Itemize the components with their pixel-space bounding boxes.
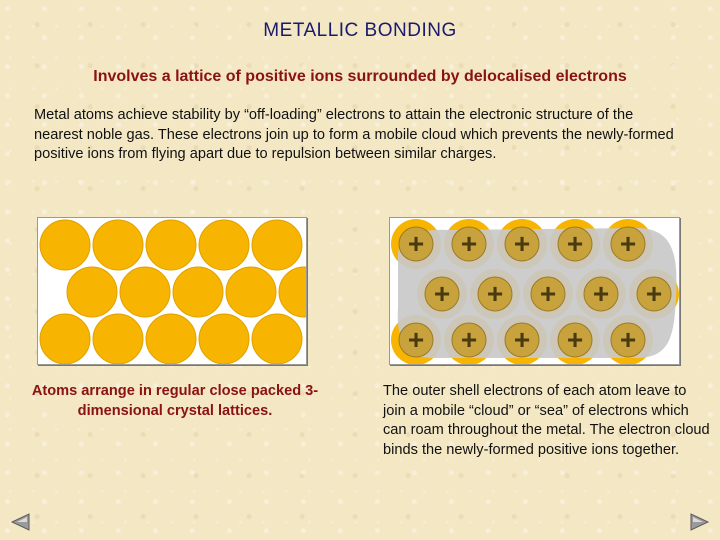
positive-ion bbox=[452, 323, 486, 357]
ion-plus-sign: + bbox=[619, 324, 637, 355]
positive-ion bbox=[611, 323, 645, 357]
metal-atom bbox=[93, 314, 143, 364]
metal-atom bbox=[173, 267, 223, 317]
next-slide-button[interactable] bbox=[689, 512, 711, 532]
positive-ion bbox=[558, 323, 592, 357]
triangle-left-icon bbox=[9, 512, 31, 532]
positive-ion bbox=[531, 277, 565, 311]
positive-ion bbox=[505, 227, 539, 261]
ion-lattice-svg bbox=[390, 218, 679, 364]
ion-plus-sign: + bbox=[539, 278, 557, 309]
ion-plus-sign: + bbox=[513, 324, 531, 355]
intro-paragraph: Metal atoms achieve stability by “off-loading” electrons to attain the electronic structure of the nearest noble gas. These electrons join up to form a mobile cloud which prevents the newly-formed positive ions from flying apart due to repulsion between similar charges. bbox=[34, 107, 674, 162]
positive-ion bbox=[505, 323, 539, 357]
ion-plus-sign: + bbox=[566, 228, 584, 259]
positive-ion bbox=[611, 227, 645, 261]
positive-ion bbox=[637, 277, 671, 311]
metal-atom bbox=[40, 314, 90, 364]
metal-atom bbox=[252, 220, 302, 270]
slide-subtitle: Involves a lattice of positive ions surrounded by delocalised electrons bbox=[93, 68, 627, 85]
ion-plus-sign: + bbox=[433, 278, 451, 309]
ion-lattice-diagram bbox=[389, 217, 680, 365]
positive-ion bbox=[425, 277, 459, 311]
ion-plus-sign: + bbox=[486, 278, 504, 309]
metal-atom bbox=[226, 267, 276, 317]
positive-ion bbox=[584, 277, 618, 311]
ion-plus-sign: + bbox=[460, 324, 478, 355]
positive-ion bbox=[478, 277, 512, 311]
ion-plus-sign: + bbox=[407, 324, 425, 355]
ion-plus-sign: + bbox=[460, 228, 478, 259]
ion-plus-sign: + bbox=[619, 228, 637, 259]
ion-plus-sign: + bbox=[645, 278, 663, 309]
ion-plus-sign: + bbox=[513, 228, 531, 259]
positive-ion bbox=[452, 227, 486, 261]
ion-plus-sign: + bbox=[566, 324, 584, 355]
slide-title: METALLIC BONDING bbox=[263, 20, 457, 41]
positive-ion bbox=[399, 227, 433, 261]
metal-atom bbox=[146, 220, 196, 270]
atom-lattice-caption: Atoms arrange in regular close packed 3-dimensional crystal lattices. bbox=[31, 383, 319, 419]
metal-atom bbox=[93, 220, 143, 270]
positive-ion bbox=[399, 323, 433, 357]
metal-atom bbox=[146, 314, 196, 364]
atom-lattice-svg bbox=[38, 218, 306, 364]
metal-atom bbox=[120, 267, 170, 317]
previous-slide-button[interactable] bbox=[9, 512, 31, 532]
positive-ion bbox=[558, 227, 592, 261]
metal-atom bbox=[279, 267, 306, 317]
ion-plus-sign: + bbox=[592, 278, 610, 309]
triangle-right-icon bbox=[689, 512, 711, 532]
metal-atom bbox=[67, 267, 117, 317]
electron-sea-caption: The outer shell electrons of each atom leave to join a mobile “cloud” or “sea” of electrons which can roam throughout the metal. The electron cloud binds the newly-formed positive ions together. bbox=[383, 383, 710, 458]
ion-plus-sign: + bbox=[407, 228, 425, 259]
metal-atom bbox=[252, 314, 302, 364]
metal-atom bbox=[40, 220, 90, 270]
metal-atom bbox=[199, 314, 249, 364]
metal-atom bbox=[199, 220, 249, 270]
atom-lattice-diagram bbox=[37, 217, 307, 365]
